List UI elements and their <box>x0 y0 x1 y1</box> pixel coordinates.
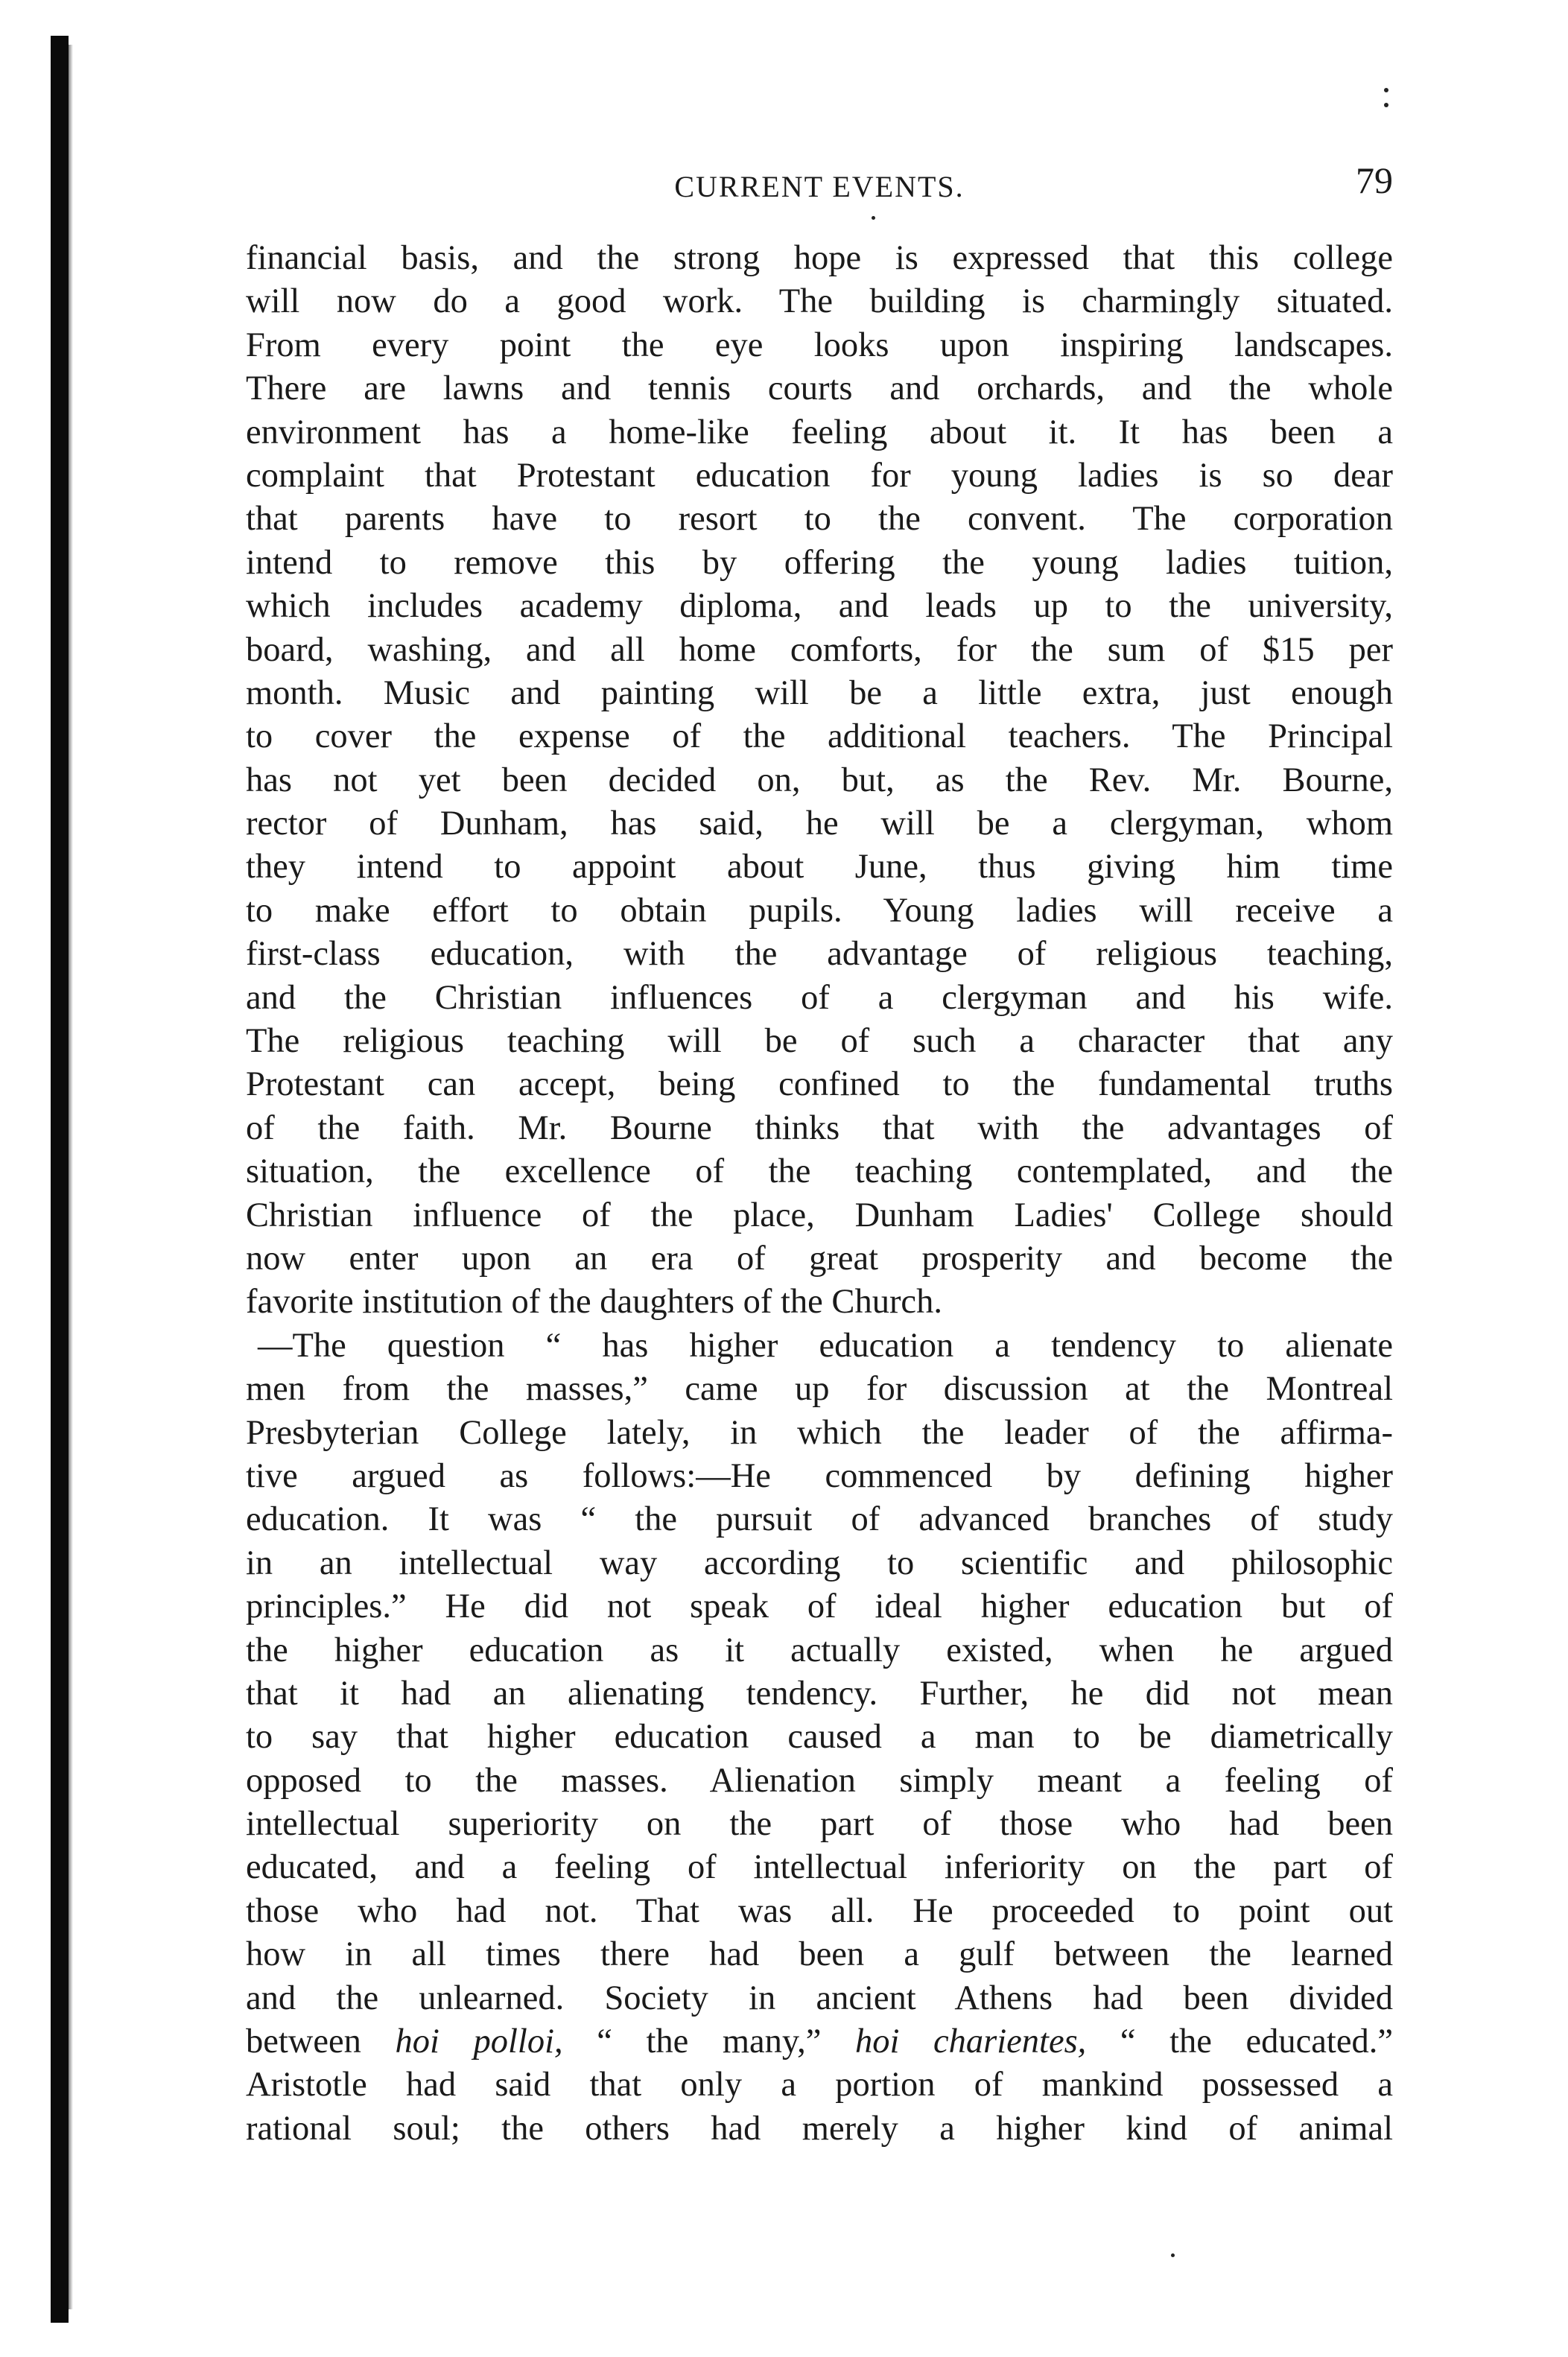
scan-speck <box>1384 103 1388 107</box>
text-line: Protestant can accept, being confined to the fundamental truths <box>246 1065 1393 1104</box>
text-line: financial basis, and the strong hope is expressed that this college <box>246 239 1393 277</box>
text-line: The religious teaching will be of such a character that any <box>246 1022 1393 1061</box>
scan-speck <box>1384 88 1388 92</box>
text-line: opposed to the masses. Alienation simply meant a feeling of <box>246 1761 1393 1800</box>
text-line: will now do a good work. The building is charmingly situated. <box>246 282 1393 321</box>
scan-binding-edge <box>51 36 69 2323</box>
text-line: From every point the eye looks upon inspiring landscapes. <box>246 326 1393 364</box>
text-line: in an intellectual way according to scientific and philosophic <box>246 1544 1393 1582</box>
text-line: environment has a home-like feeling about it. It has been a <box>246 413 1393 451</box>
text-line: that parents have to resort to the convent. The corporation <box>246 500 1393 539</box>
running-title: CURRENT EVENTS. <box>674 170 965 203</box>
scan-speck <box>1171 2253 1175 2257</box>
text-line: month. Music and painting will be a little extra, just enough <box>246 673 1393 712</box>
text-line: principles.” He did not speak of ideal higher education but of <box>246 1587 1393 1626</box>
text-line: men from the masses,” came up for discussion at the Montreal <box>246 1370 1393 1409</box>
text-fragment: “ the educated.” <box>1086 2023 1393 2061</box>
text-line: education. It was “ the pursuit of advanced branches of study <box>246 1500 1393 1539</box>
text-line: of the faith. Mr. Bourne thinks that with the advantages of <box>246 1108 1393 1147</box>
scan-speck <box>872 216 875 220</box>
text-line: those who had not. That was all. He proceeded to point out <box>246 1891 1393 1930</box>
text-line: now enter upon an era of great prosperity and become the <box>246 1239 1393 1278</box>
text-fragment: “ the many,” <box>562 2023 855 2061</box>
paragraph-dunham-college <box>246 237 1393 1325</box>
text-line: Presbyterian College lately, in which the leader of the affirma- <box>246 1413 1393 1452</box>
text-line: tive argued as follows:—He commenced by defining higher <box>246 1456 1393 1495</box>
text-line: rational soul; the others had merely a higher kind of animal <box>246 2109 1393 2148</box>
text-line: to cover the expense of the additional teachers. The Principal <box>246 717 1393 756</box>
text-fragment: between <box>246 2023 396 2061</box>
text-line: situation, the excellence of the teaching contemplated, and the <box>246 1152 1393 1191</box>
text-line: intend to remove this by offering the young ladies tuition, <box>246 543 1393 582</box>
text-line: There are lawns and tennis courts and orchards, and the whole <box>246 369 1393 408</box>
text-line: and the unlearned. Society in ancient Athens had been divided <box>246 1979 1393 2017</box>
text-line: intellectual superiority on the part of those who had been <box>246 1805 1393 1844</box>
text-line: Aristotle had said that only a portion of mankind possessed a <box>246 2066 1393 2104</box>
text-line: to make effort to obtain pupils. Young ladies will receive a <box>246 891 1393 930</box>
text-line-with-greek-terms <box>246 2020 1393 2063</box>
italic-term-hoi-polloi: hoi polloi, <box>395 2023 563 2061</box>
article-body <box>246 237 1393 2151</box>
text-line: —The question “ has higher education a tendency to alienate <box>258 1326 1393 1365</box>
page-number: 79 <box>1356 159 1393 201</box>
text-line: educated, and a feeling of intellectual inferiority on the part of <box>246 1848 1393 1887</box>
text-line: that it had an alienating tendency. Further, he did not mean <box>246 1674 1393 1713</box>
page-header <box>246 156 1393 209</box>
text-line: board, washing, and all home comforts, for the sum of $15 per <box>246 630 1393 669</box>
text-line: has not yet been decided on, but, as the Rev. Mr. Bourne, <box>246 761 1393 799</box>
text-line: the higher education as it actually existed, when he argued <box>246 1631 1393 1669</box>
text-line: complaint that Protestant education for young ladies is so dear <box>246 456 1393 495</box>
text-line: which includes academy diploma, and leads up to the university, <box>246 587 1393 626</box>
scan-binding-shadow <box>69 45 73 2309</box>
text-line: Christian influence of the place, Dunham Ladies' College should <box>246 1196 1393 1234</box>
italic-term-hoi-charientes: hoi charientes, <box>854 2023 1087 2061</box>
text-line: they intend to appoint about June, thus giving him time <box>246 848 1393 886</box>
text-line: favorite institution of the daughters of the Church. <box>246 1283 942 1322</box>
text-line: how in all times there had been a gulf between the learned <box>246 1935 1393 1974</box>
text-line: rector of Dunham, has said, he will be a clergyman, whom <box>246 805 1393 843</box>
paragraph-higher-education-debate <box>246 1325 1393 2151</box>
text-line: to say that higher education caused a man to be diametrically <box>246 1718 1393 1757</box>
text-line: and the Christian influences of a clergyman and his wife. <box>246 978 1393 1017</box>
text-line: first-class education, with the advantage of religious teaching, <box>246 935 1393 974</box>
